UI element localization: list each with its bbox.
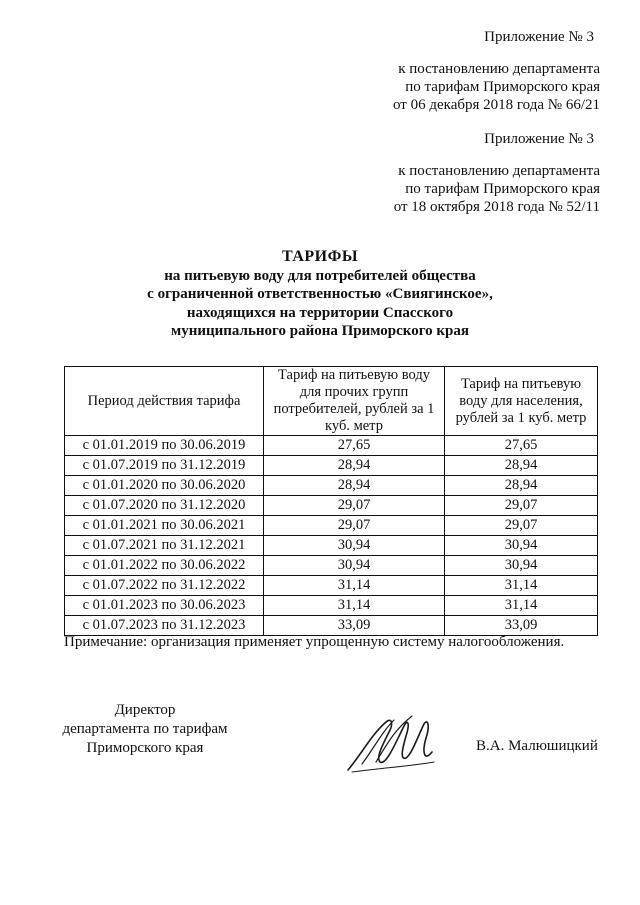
cell-tariff-population: 29,07 bbox=[445, 516, 598, 536]
cell-tariff-other: 31,14 bbox=[264, 596, 445, 616]
table-row bbox=[65, 616, 598, 636]
cell-period: с 01.01.2019 по 30.06.2019 bbox=[65, 436, 264, 456]
table-row bbox=[65, 596, 598, 616]
cell-tariff-population: 31,14 bbox=[445, 576, 598, 596]
signer-title bbox=[60, 701, 230, 758]
table-row bbox=[65, 436, 598, 456]
cell-period: с 01.07.2020 по 31.12.2020 bbox=[65, 496, 264, 516]
appendix-ref-line: к постановлению департамента bbox=[398, 61, 600, 77]
cell-tariff-other: 28,94 bbox=[264, 476, 445, 496]
cell-tariff-other: 33,09 bbox=[264, 616, 445, 636]
appendix-reference bbox=[340, 162, 600, 216]
title-line: на питьевую воду для потребителей общества bbox=[164, 267, 476, 284]
signer-name: В.А. Малюшицкий bbox=[476, 738, 598, 754]
appendix-header-2 bbox=[340, 130, 600, 216]
table-row bbox=[65, 536, 598, 556]
appendix-number: Приложение № 3 bbox=[484, 29, 594, 45]
table-header-row bbox=[65, 367, 598, 436]
cell-tariff-population: 28,94 bbox=[445, 456, 598, 476]
cell-period: с 01.07.2019 по 31.12.2019 bbox=[65, 456, 264, 476]
signature-image bbox=[342, 712, 438, 774]
cell-period: с 01.07.2023 по 31.12.2023 bbox=[65, 616, 264, 636]
cell-tariff-other: 29,07 bbox=[264, 516, 445, 536]
table-row bbox=[65, 476, 598, 496]
cell-period: с 01.01.2022 по 30.06.2022 bbox=[65, 556, 264, 576]
table-row bbox=[65, 556, 598, 576]
header-tariff-population: Тариф на питьевую воду для населения, рублей за 1 куб. метр bbox=[445, 367, 598, 436]
cell-tariff-population: 30,94 bbox=[445, 536, 598, 556]
table-row bbox=[65, 496, 598, 516]
cell-tariff-population: 33,09 bbox=[445, 616, 598, 636]
title-line: с ограниченной ответственностью «Свиягинское», bbox=[147, 286, 493, 302]
cell-tariff-population: 29,07 bbox=[445, 496, 598, 516]
table-row bbox=[65, 456, 598, 476]
title-line: находящихся на территории Спасского bbox=[186, 304, 454, 321]
appendix-ref-line: к постановлению департамента bbox=[398, 163, 600, 179]
cell-tariff-other: 30,94 bbox=[264, 556, 445, 576]
note: Примечание: организация применяет упрощенную систему налогообложения. bbox=[64, 634, 565, 650]
appendix-ref-line: от 18 октября 2018 года № 52/11 bbox=[393, 199, 600, 215]
title-main: ТАРИФЫ bbox=[281, 248, 359, 265]
header-tariff-other: Тариф на питьевую воду для прочих групп потребителей, рублей за 1 куб. метр bbox=[264, 367, 445, 436]
appendix-ref-line: от 06 декабря 2018 года № 66/21 bbox=[392, 97, 600, 113]
cell-period: с 01.07.2021 по 31.12.2021 bbox=[65, 536, 264, 556]
signer-line: департамента по тарифам bbox=[62, 721, 228, 737]
cell-tariff-other: 31,14 bbox=[264, 576, 445, 596]
cell-tariff-other: 27,65 bbox=[264, 436, 445, 456]
cell-tariff-other: 30,94 bbox=[264, 536, 445, 556]
cell-tariff-population: 30,94 bbox=[445, 556, 598, 576]
cell-period: с 01.01.2021 по 30.06.2021 bbox=[65, 516, 264, 536]
table-row bbox=[65, 516, 598, 536]
cell-tariff-other: 29,07 bbox=[264, 496, 445, 516]
header-period: Период действия тарифа bbox=[65, 367, 264, 436]
cell-tariff-population: 27,65 bbox=[445, 436, 598, 456]
signer-line: Приморского края bbox=[86, 740, 204, 756]
cell-period: с 01.01.2023 по 30.06.2023 bbox=[65, 596, 264, 616]
cell-period: с 01.07.2022 по 31.12.2022 bbox=[65, 576, 264, 596]
appendix-number: Приложение № 3 bbox=[484, 131, 594, 147]
appendix-ref-line: по тарифам Приморского края bbox=[405, 181, 600, 197]
cell-tariff-other: 28,94 bbox=[264, 456, 445, 476]
table-row bbox=[65, 576, 598, 596]
appendix-reference bbox=[340, 60, 600, 114]
tariff-table bbox=[64, 366, 598, 636]
document-title bbox=[0, 248, 640, 341]
signer-line: Директор bbox=[114, 702, 176, 718]
tariff-table-body bbox=[65, 436, 598, 636]
cell-period: с 01.01.2020 по 30.06.2020 bbox=[65, 476, 264, 496]
cell-tariff-population: 28,94 bbox=[445, 476, 598, 496]
appendix-header-1 bbox=[340, 28, 600, 114]
appendix-ref-line: по тарифам Приморского края bbox=[405, 79, 600, 95]
title-line: муниципального района Приморского края bbox=[170, 323, 470, 339]
cell-tariff-population: 31,14 bbox=[445, 596, 598, 616]
